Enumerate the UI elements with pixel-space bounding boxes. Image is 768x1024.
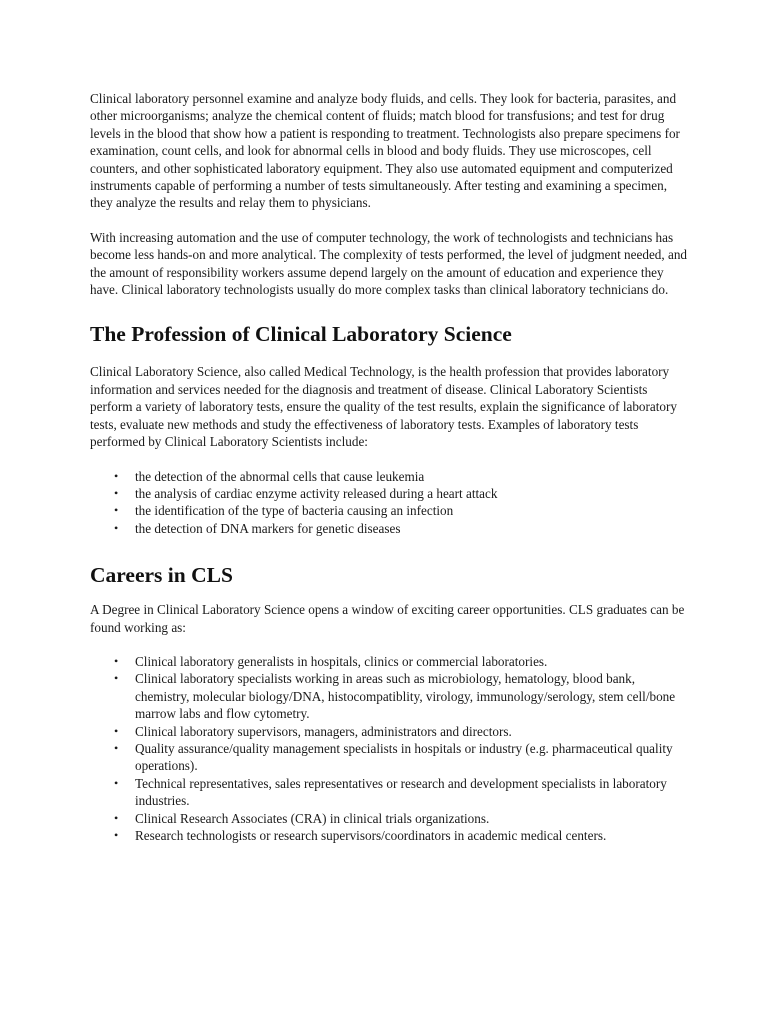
profession-heading: The Profession of Clinical Laboratory Science (90, 322, 512, 347)
bullet-icon: • (114, 723, 119, 738)
list-item-text: Clinical laboratory specialists working in areas such as microbiology, hematology, blood bank, chemistry, molecular biology/DNA, histocompatiblity, virology, immunology/serology, stem cell/bone marrow labs and flow cytometry. (135, 671, 676, 722)
careers-heading: Careers in CLS (90, 563, 233, 588)
list-item (90, 670, 690, 722)
list-item (90, 723, 690, 740)
list-item (90, 520, 690, 537)
intro-paragraph-2: With increasing automation and the use of computer technology, the work of technologists and technicians has become less hands-on and more analytical. The complexity of tests performed, the level of judgment needed, and the amount of responsibility workers assume depend largely on the amount of education and experience they have. Clinical laboratory technologists usually do more complex tasks than clinical laboratory technicians do. (90, 229, 688, 298)
list-item-text: the analysis of cardiac enzyme activity released during a heart attack (135, 485, 498, 501)
list-item-text: Clinical Research Associates (CRA) in clinical trials organizations. (135, 810, 490, 826)
list-item-text: the identification of the type of bacteria causing an infection (135, 503, 454, 519)
list-item-text: Clinical laboratory supervisors, managers, administrators and directors. (135, 723, 512, 739)
list-item-text: Clinical laboratory generalists in hospitals, clinics or commercial laboratories. (135, 653, 548, 669)
list-item (90, 827, 690, 844)
bullet-icon: • (114, 653, 119, 668)
bullet-icon: • (114, 485, 119, 500)
bullet-icon: • (114, 775, 119, 790)
list-item (90, 810, 690, 827)
bullet-icon: • (114, 468, 119, 483)
list-item (90, 653, 690, 670)
careers-list (90, 653, 690, 844)
profession-paragraph: Clinical Laboratory Science, also called Medical Technology, is the health profession that provides laboratory information and services needed for the diagnosis and treatment of disease. Clinical Laboratory Scientists perform a variety of laboratory tests, ensure the quality of the test results, explain the significance of laboratory tests, evaluate new methods and study the effectiveness of laboratory tests. Examples of laboratory tests performed by Clinical Laboratory Scientists include: (90, 364, 678, 450)
list-item-text: the detection of DNA markers for genetic diseases (135, 520, 401, 536)
list-item (90, 468, 690, 485)
bullet-icon: • (114, 520, 119, 535)
lab-tests-list (90, 468, 690, 538)
bullet-icon: • (114, 810, 119, 825)
bullet-icon: • (114, 828, 119, 842)
list-item-text: the detection of the abnormal cells that cause leukemia (135, 468, 425, 484)
bullet-icon: • (114, 740, 119, 755)
list-item-text: Quality assurance/quality management specialists in hospitals or industry (e.g. pharmaceutical quality operations). (135, 740, 673, 774)
list-item (90, 775, 690, 810)
document-page (90, 90, 690, 844)
bullet-icon: • (114, 503, 119, 518)
list-item-text: Research technologists or research supervisors/coordinators in academic medical centers. (135, 828, 607, 843)
list-item-text: Technical representatives, sales representatives or research and development specialists in laboratory industries. (135, 775, 667, 809)
careers-paragraph: A Degree in Clinical Laboratory Science opens a window of exciting career opportunities. CLS graduates can be found working as: (90, 602, 685, 635)
list-item (90, 485, 690, 502)
bullet-icon: • (114, 671, 119, 686)
list-item (90, 502, 690, 519)
list-item (90, 740, 690, 775)
intro-paragraph-1: Clinical laboratory personnel examine and analyze body fluids, and cells. They look for bacteria, parasites, and other microorganisms; analyze the chemical content of fluids; match blood for transfusions; and test for drug levels in the blood that show how a patient is responding to treatment. Technologists also prepare specimens for examination, count cells, and look for abnormal cells in blood and body fluids. They use microscopes, cell counters, and other sophisticated laboratory equipment. They also use automated equipment and computerized instruments capable of performing a number of tests simultaneously. After testing and examining a specimen, they analyze the results and relay them to physicians. (90, 91, 680, 211)
